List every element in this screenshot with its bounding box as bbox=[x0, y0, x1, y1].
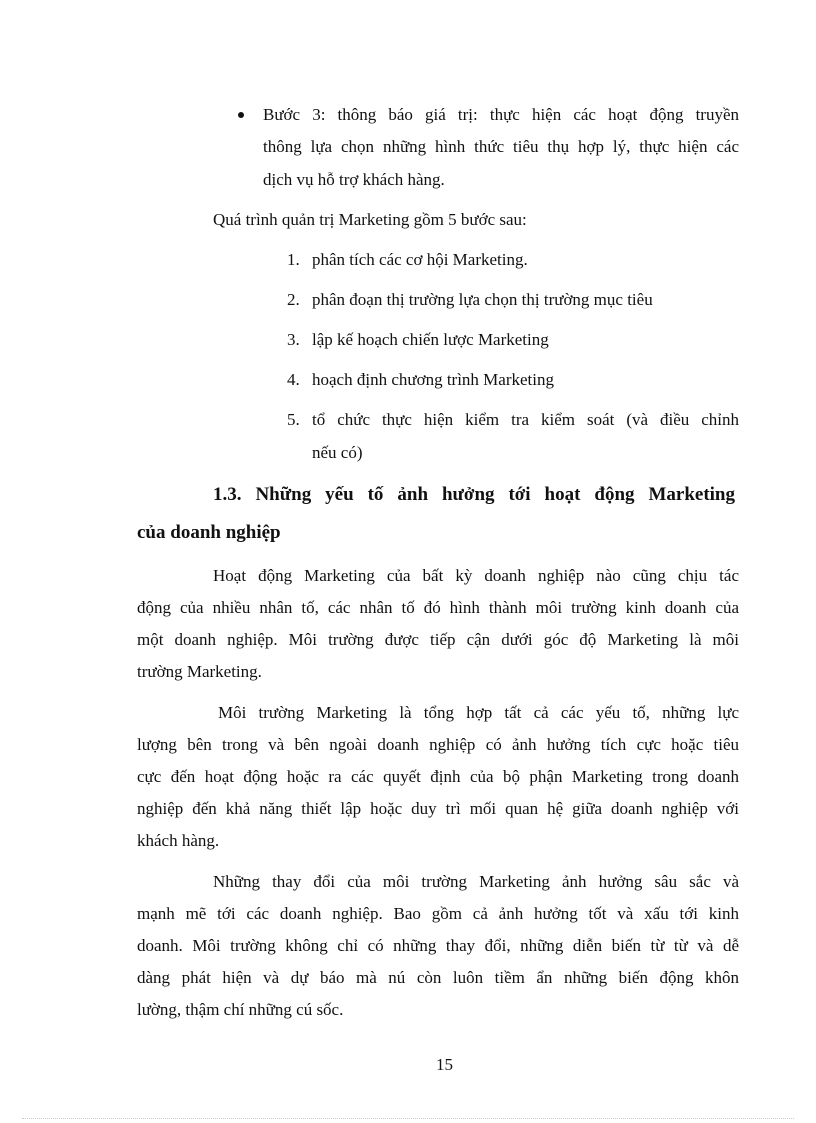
step-number: 4. bbox=[287, 370, 300, 389]
step-text: phân đoạn thị trường lựa chọn thị trường mục tiêu bbox=[312, 290, 653, 309]
para3-line4: dàng phát hiện và dự báo mà nú còn luôn tiềm ẩn những biến động khôn bbox=[137, 968, 739, 987]
step-number: 3. bbox=[287, 330, 300, 349]
section-heading-line2: của doanh nghiệp bbox=[137, 522, 281, 543]
bullet-step3-line1: Bước 3: thông báo giá trị: thực hiện các hoạt động truyền bbox=[263, 105, 739, 124]
para2-line3: cực đến hoạt động hoặc ra các quyết định của bộ phận Marketing trong doanh bbox=[137, 767, 739, 786]
bullet-dot-icon bbox=[238, 112, 244, 118]
page-number: 15 bbox=[436, 1055, 453, 1074]
para2-line2: lượng bên trong và bên ngoài doanh nghiệp có ảnh hưởng tích cực hoặc tiêu bbox=[137, 735, 739, 754]
para3-line2: mạnh mẽ tới các doanh nghiệp. Bao gồm cả ảnh hưởng tốt và xấu tới kinh bbox=[137, 904, 739, 923]
para2-line5: khách hàng. bbox=[137, 831, 220, 850]
step-text: hoạch định chương trình Marketing bbox=[312, 370, 554, 389]
step-text: lập kế hoạch chiến lược Marketing bbox=[312, 330, 549, 349]
process-intro: Quá trình quản trị Marketing gồm 5 bước sau: bbox=[213, 210, 527, 229]
para3-line1: Những thay đổi của môi trường Marketing ảnh hưởng sâu sắc và bbox=[213, 872, 739, 891]
para1-line1: Hoạt động Marketing của bất kỳ doanh nghiệp nào cũng chịu tác bbox=[213, 566, 739, 585]
section-heading-line1: 1.3. Những yếu tố ảnh hưởng tới hoạt động Marketing bbox=[213, 484, 735, 505]
para1-line3: một doanh nghiệp. Môi trường được tiếp cận dưới góc độ Marketing là môi bbox=[137, 630, 739, 649]
step-text-continued: nếu có) bbox=[312, 443, 363, 462]
step-text: tổ chức thực hiện kiểm tra kiểm soát (và điều chỉnh bbox=[312, 410, 739, 429]
step-number: 2. bbox=[287, 290, 300, 309]
bullet-step3-line3: dịch vụ hỗ trợ khách hàng. bbox=[263, 170, 445, 189]
para3-line5: lường, thậm chí những cú sốc. bbox=[137, 1000, 344, 1019]
para2-line1: Môi trường Marketing là tổng hợp tất cả các yếu tố, những lực bbox=[218, 703, 739, 722]
step-text: phân tích các cơ hội Marketing. bbox=[312, 250, 528, 269]
para1-line2: động của nhiều nhân tố, các nhân tố đó hình thành môi trường kinh doanh của bbox=[137, 598, 739, 617]
step-number: 5. bbox=[287, 410, 300, 429]
para1-line4: trường Marketing. bbox=[137, 662, 262, 681]
page-bottom-divider bbox=[22, 1118, 794, 1119]
para2-line4: nghiệp đến khả năng thiết lập hoặc duy trì mối quan hệ giữa doanh nghiệp với bbox=[137, 799, 739, 818]
para3-line3: doanh. Môi trường không chỉ có những thay đổi, những diễn biến từ từ và dễ bbox=[137, 936, 739, 955]
bullet-step3-line2: thông lựa chọn những hình thức tiêu thụ hợp lý, thực hiện các bbox=[263, 137, 739, 156]
step-number: 1. bbox=[287, 250, 300, 269]
